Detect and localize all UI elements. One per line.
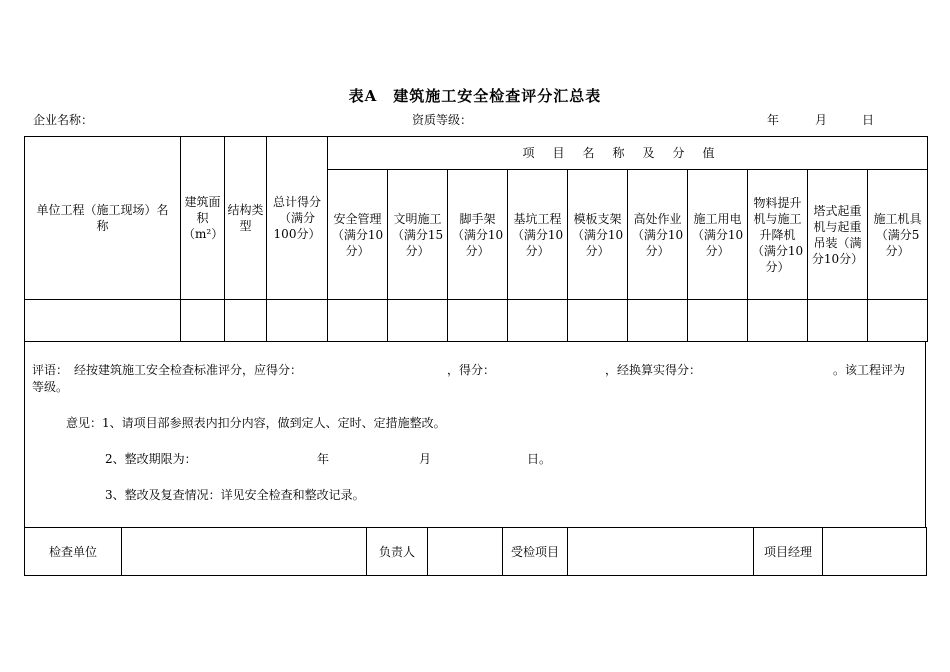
qualification-label: 资质等级： <box>412 113 473 127</box>
project-manager-label: 项目经理 <box>754 528 823 576</box>
cell-area[interactable] <box>181 300 225 342</box>
opinion-2-day: 日。 <box>527 452 552 466</box>
company-name-label: 企业名称： <box>33 113 94 127</box>
cell-item[interactable] <box>568 300 628 342</box>
header-items-title: 项目名称及分值 <box>328 137 928 170</box>
responsible-field[interactable] <box>428 528 503 576</box>
cell-item[interactable] <box>448 300 508 342</box>
evaluation-text-c: ，经换算实得分： <box>605 363 702 377</box>
opinion-2: 2、整改期限为： <box>105 452 197 466</box>
opinion-2-year: 年 <box>317 452 330 466</box>
header-item-hoist: 物料提升机与施工升降机（满分10分） <box>748 170 808 300</box>
project-manager-field[interactable] <box>823 528 927 576</box>
evaluation-text-e: 等级。 <box>32 380 69 394</box>
opinion-2-month: 月 <box>419 452 432 466</box>
header-item-high-work: 高处作业（满分10分） <box>628 170 688 300</box>
document-title: 表A 建筑施工安全检查评分汇总表 <box>348 87 602 105</box>
opinion-3: 3、整改及复查情况：详见安全检查和整改记录。 <box>105 488 365 502</box>
evaluation-text-d: 。该工程评为 <box>833 363 906 377</box>
cell-item[interactable] <box>748 300 808 342</box>
cell-item[interactable] <box>868 300 928 342</box>
evaluation-section <box>24 341 926 527</box>
cell-item[interactable] <box>688 300 748 342</box>
inspected-project-field[interactable] <box>568 528 754 576</box>
header-item-scaffolding: 脚手架（满分10分） <box>448 170 508 300</box>
cell-total[interactable] <box>267 300 328 342</box>
cell-item[interactable] <box>388 300 448 342</box>
header-building-area: 建筑面积（m²） <box>181 137 225 300</box>
header-item-machinery: 施工机具（满分5分） <box>868 170 928 300</box>
opinion-1: 意见：1、请项目部参照表内扣分内容，做到定人、定时、定措施整改。 <box>66 416 446 430</box>
responsible-label: 负责人 <box>367 528 428 576</box>
cell-unit[interactable] <box>25 300 181 342</box>
header-total-score: 总计得分（满分100分） <box>267 137 328 300</box>
header-item-formwork: 模板支架（满分10分） <box>568 170 628 300</box>
evaluation-text-b: ，得分： <box>447 363 496 377</box>
date-year: 年 <box>767 113 780 127</box>
cell-item[interactable] <box>628 300 688 342</box>
header-item-tower-crane: 塔式起重机与起重吊装（满分10分） <box>808 170 868 300</box>
table-row <box>25 300 928 342</box>
header-unit-project: 单位工程（施工现场）名 称 <box>25 137 181 300</box>
header-item-civilized-construction: 文明施工（满分15分） <box>388 170 448 300</box>
summary-table <box>24 136 928 342</box>
header-item-safety-management: 安全管理（满分10分） <box>328 170 388 300</box>
inspect-unit-field[interactable] <box>122 528 367 576</box>
header-item-foundation-pit: 基坑工程（满分10分） <box>508 170 568 300</box>
date-month: 月 <box>815 113 828 127</box>
cell-structure[interactable] <box>225 300 267 342</box>
cell-item[interactable] <box>508 300 568 342</box>
cell-item[interactable] <box>808 300 868 342</box>
cell-item[interactable] <box>328 300 388 342</box>
header-item-electricity: 施工用电（满分10分） <box>688 170 748 300</box>
signature-table <box>24 527 927 576</box>
evaluation-text-a: 评语： 经按建筑施工安全检查标准评分，应得分： <box>32 363 303 377</box>
inspect-unit-label: 检查单位 <box>25 528 122 576</box>
date-day: 日 <box>862 113 875 127</box>
inspected-project-label: 受检项目 <box>503 528 568 576</box>
header-structure-type: 结构类型 <box>225 137 267 300</box>
